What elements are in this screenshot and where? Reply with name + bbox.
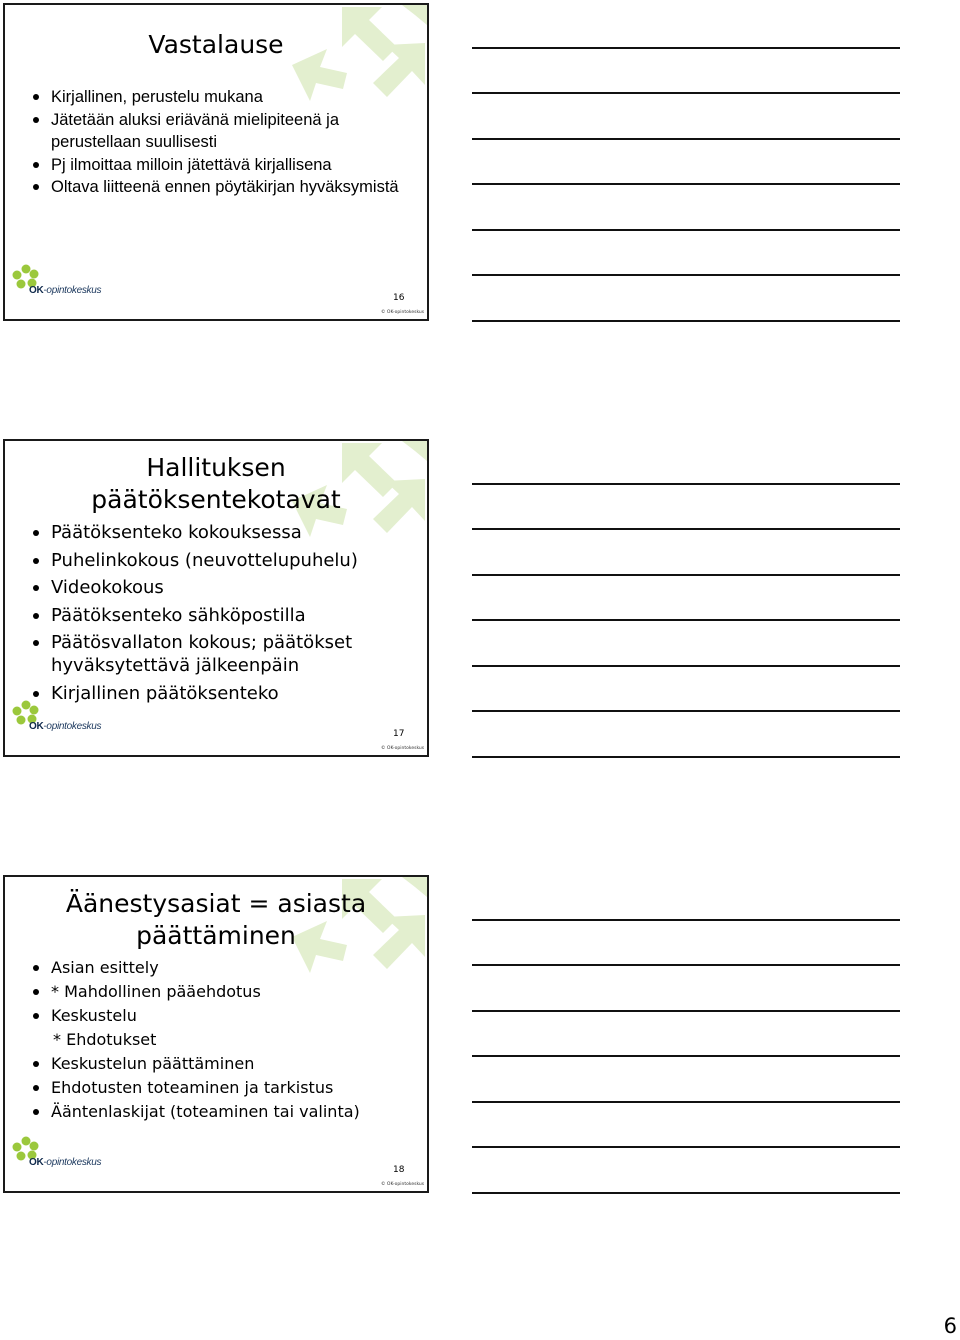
logo-text: OK-opintokeskus — [29, 285, 102, 296]
note-line — [472, 528, 900, 530]
bullet-list — [33, 86, 417, 199]
list-item: * Mahdollinen pääehdotus — [33, 980, 417, 1004]
list-item: Oltava liitteenä ennen pöytäkirjan hyväksymistä — [33, 176, 417, 199]
logo — [11, 699, 101, 745]
slide-16 — [3, 3, 429, 321]
slide-18 — [3, 875, 429, 1193]
copyright: © OK-opintokeskus — [381, 746, 425, 751]
note-line — [472, 574, 900, 576]
note-line — [472, 919, 900, 921]
note-line — [472, 1146, 900, 1148]
note-line — [472, 183, 900, 185]
note-line — [472, 320, 900, 322]
note-line — [472, 1010, 900, 1012]
slide-17 — [3, 439, 429, 757]
note-line — [472, 1055, 900, 1057]
note-line — [472, 483, 900, 485]
list-item: Ehdotusten toteaminen ja tarkistus — [33, 1076, 417, 1100]
list-item: Videokokous — [33, 576, 417, 599]
logo-text: OK-opintokeskus — [29, 721, 102, 732]
list-item: Ääntenlaskijat (toteaminen tai valinta) — [33, 1100, 417, 1124]
list-item: Päätösvallaton kokous; päätökset hyväksytettävä jälkeenpäin — [33, 631, 417, 677]
note-line — [472, 964, 900, 966]
slide-title: Äänestysasiat = asiasta päättäminen — [65, 889, 367, 950]
list-item: * Ehdotukset — [53, 1030, 157, 1049]
note-line — [472, 665, 900, 667]
note-line — [472, 92, 900, 94]
list-item: Kirjallinen, perustelu mukana — [33, 86, 417, 109]
slide-number: 17 — [393, 729, 405, 739]
bullet-list — [33, 521, 417, 709]
list-item: Keskustelun päättäminen — [33, 1052, 417, 1076]
bullet-list — [33, 956, 417, 1124]
list-item: Jätetään aluksi eriävänä mielipiteenä ja perustellaan suullisesti — [33, 109, 417, 154]
list-item: Asian esittely — [33, 956, 417, 980]
logo — [11, 263, 101, 309]
logo-text: OK-opintokeskus — [29, 1157, 102, 1168]
list-item: Keskustelu — [33, 1004, 417, 1028]
note-line — [472, 138, 900, 140]
slide-number: 16 — [393, 293, 405, 303]
logo — [11, 1135, 101, 1181]
note-line — [472, 47, 900, 49]
note-line — [472, 619, 900, 621]
note-line — [472, 756, 900, 758]
note-line — [472, 1101, 900, 1103]
list-item: Päätöksenteko sähköpostilla — [33, 604, 417, 627]
slide-number: 18 — [393, 1165, 405, 1175]
copyright: © OK-opintokeskus — [381, 310, 425, 315]
note-line — [472, 1192, 900, 1194]
note-line — [472, 274, 900, 276]
note-line — [472, 229, 900, 231]
list-item: Päätöksenteko kokouksessa — [33, 521, 417, 544]
slide-title: Hallituksen päätöksentekotavat — [91, 453, 341, 514]
slide-title: Vastalause — [148, 30, 284, 59]
note-line — [472, 710, 900, 712]
list-item: Pj ilmoittaa milloin jätettävä kirjallisena — [33, 154, 417, 177]
page-number: 6 — [943, 1314, 957, 1338]
copyright: © OK-opintokeskus — [381, 1182, 425, 1187]
list-item: Kirjallinen päätöksenteko — [33, 682, 417, 705]
list-item: Puhelinkokous (neuvottelupuhelu) — [33, 549, 417, 572]
